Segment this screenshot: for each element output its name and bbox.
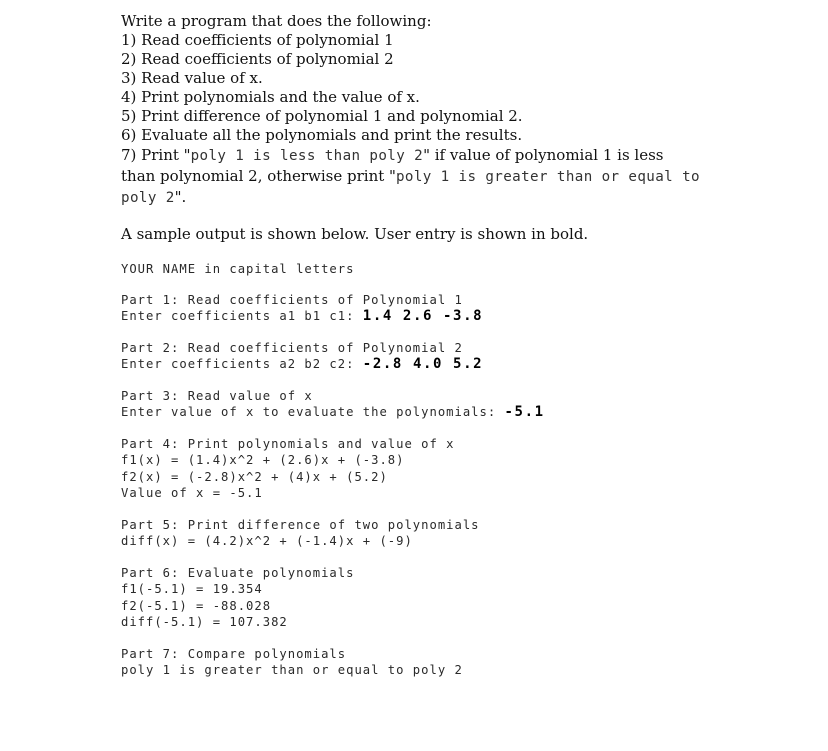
item7-suffix: ".	[174, 188, 187, 206]
part3-prompt-line	[121, 404, 811, 421]
part1-user-entry: 1.4 2.6 -3.8	[362, 308, 484, 324]
part2-prompt-line	[121, 356, 811, 373]
item7-middle: " if value of polynomial 1 is less than polynomial 2, otherwise print "	[121, 146, 664, 185]
item7-prefix: 7) Print "	[121, 146, 191, 164]
part1-title: Part 1: Read coefficients of Polynomial 1	[121, 292, 463, 307]
code-less-message: poly 1 is less than poly 2	[190, 148, 424, 164]
part6-title: Part 6: Evaluate polynomials	[121, 565, 355, 580]
part4-line: Value of x = -5.1	[121, 486, 263, 500]
part4-line: f2(x) = (-2.8)x^2 + (4)x + (5.2)	[121, 469, 388, 484]
instruction-item: 3) Read value of x.	[121, 69, 263, 87]
name-line: YOUR NAME in capital letters	[121, 262, 355, 276]
part5-line: diff(x) = (4.2)x^2 + (-1.4)x + (-9)	[121, 534, 413, 548]
part2-user-entry: -2.8 4.0 5.2	[362, 356, 484, 372]
instructions	[121, 12, 811, 208]
part6-line: diff(-5.1) = 107.382	[121, 615, 288, 629]
instruction-item-7	[121, 145, 701, 208]
part1-prompt-line	[121, 308, 811, 325]
sample-output	[121, 261, 811, 679]
sample-note: A sample output is shown below. User entry is shown in bold.	[121, 225, 589, 243]
part1-prompt: Enter coefficients a1 b1 c1:	[121, 309, 363, 323]
part2-title: Part 2: Read coefficients of Polynomial 2	[121, 340, 463, 355]
instructions-heading: Write a program that does the following:	[121, 12, 432, 30]
part4-title: Part 4: Print polynomials and value of x	[121, 436, 455, 451]
part5-title: Part 5: Print difference of two polynomials	[121, 517, 480, 532]
part3-title: Part 3: Read value of x	[121, 388, 313, 403]
instruction-item: 1) Read coefficients of polynomial 1	[121, 31, 394, 49]
part3-prompt: Enter value of x to evaluate the polynomials:	[121, 405, 505, 419]
assignment-document	[121, 12, 811, 679]
part6-line: f2(-5.1) = -88.028	[121, 598, 272, 613]
part7-title: Part 7: Compare polynomials	[121, 646, 347, 661]
part6-line: f1(-5.1) = 19.354	[121, 582, 263, 596]
instruction-item: 4) Print polynomials and the value of x.	[121, 88, 420, 106]
instruction-item: 2) Read coefficients of polynomial 2	[121, 50, 394, 68]
part4-line: f1(x) = (1.4)x^2 + (2.6)x + (-3.8)	[121, 453, 405, 467]
part2-prompt: Enter coefficients a2 b2 c2:	[121, 357, 363, 371]
part3-user-entry: -5.1	[504, 404, 545, 420]
instruction-item: 5) Print difference of polynomial 1 and polynomial 2.	[121, 107, 523, 125]
code-greater-message: poly 1 is greater than or equal to poly 2	[121, 169, 700, 206]
part7-line: poly 1 is greater than or equal to poly 2	[121, 663, 463, 677]
instruction-item: 6) Evaluate all the polynomials and print the results.	[121, 126, 523, 144]
